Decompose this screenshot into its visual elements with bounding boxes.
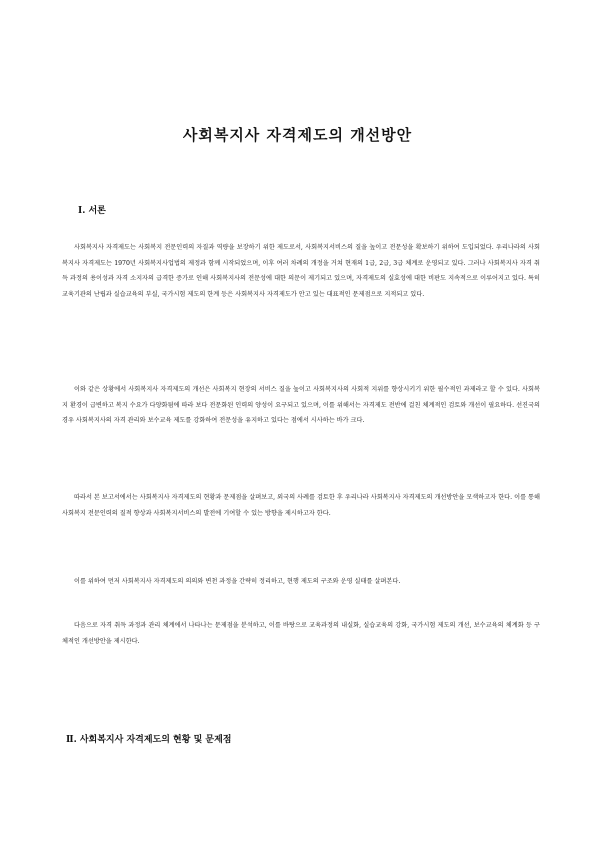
body-paragraph: 다음으로 자격 취득 과정과 관리 체계에서 나타나는 문제점을 분석하고, 이를 바탕으로 교육과정의 내실화, 실습교육의 강화, 국가시험 제도의 개선, 보수교육의 체계화 등 구체적인 개선방안을 제시한다. (62, 622, 540, 645)
section-heading-introduction: Ⅰ. 서론 (78, 206, 106, 216)
body-paragraph: 이를 위하여 먼저 사회복지사 자격제도의 의의와 변천 과정을 간략히 정리하고, 현행 제도의 구조와 운영 실태를 살펴본다. (74, 578, 401, 585)
document-title: 사회복지사 자격제도의 개선방안 (182, 126, 413, 144)
body-paragraph: 따라서 본 보고서에서는 사회복지사 자격제도의 현황과 문제점을 살펴보고, 외국의 사례를 검토한 후 우리나라 사회복지사 자격제도의 개선방안을 모색하고자 한다. 이를 통해 사회복지 전문인력의 질적 향상과 사회복지서비스의 발전에 기여할 수 있는 방향을 제시하고자 한다. (62, 494, 540, 517)
section-heading-status: Ⅱ. 사회복지사 자격제도의 현황 및 문제점 (66, 735, 232, 745)
body-paragraph: 사회복지사 자격제도는 사회복지 전문인력의 자질과 역량을 보장하기 위한 제도로서, 사회복지서비스의 질을 높이고 전문성을 확보하기 위하여 도입되었다. 우리나라의 사회복지사 자격제도는 1970년 사회복지사업법의 제정과 함께 시작되었으며, 이후 여러 차례의 개정을 거쳐 현재의 1급, 2급, 3급 체계로 운영되고 있다. 그러나 사회복지사 자격 취득 과정의 용이성과 자격 소지자의 급격한 증가로 인해 사회복지사의 전문성에 대한 의문이 제기되고 있으며, 자격제도의 실효성에 대한 비판도 지속적으로 이루어지고 있다. 특히 교육기관의 난립과 실습교육의 부실, 국가시험 제도의 한계 등은 사회복지사 자격제도가 안고 있는 대표적인 문제점으로 지적되고 있다. (62, 244, 540, 298)
body-paragraph: 이와 같은 상황에서 사회복지사 자격제도의 개선은 사회복지 현장의 서비스 질을 높이고 사회복지사의 사회적 지위를 향상시키기 위한 필수적인 과제라고 할 수 있다. 사회복지 환경이 급변하고 복지 수요가 다양화됨에 따라 보다 전문화된 인력의 양성이 요구되고 있으며, 이를 위해서는 자격제도 전반에 걸친 체계적인 검토와 개선이 필요하다. 선진국의 경우 사회복지사의 자격 관리와 보수교육 제도를 강화하여 전문성을 유지하고 있다는 점에서 시사하는 바가 크다. (62, 386, 540, 424)
